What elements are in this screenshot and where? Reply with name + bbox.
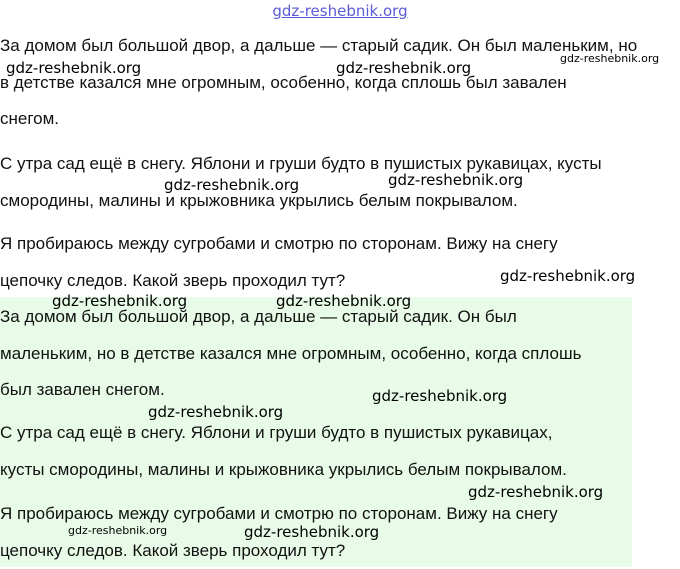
watermark: gdz-reshebnik.org	[500, 267, 635, 285]
watermark: gdz-reshebnik.org	[148, 403, 283, 421]
watermark: gdz-reshebnik.org	[276, 292, 411, 310]
watermark: gdz-reshebnik.org	[372, 387, 507, 405]
text-line: цепочку следов. Какой зверь проходил тут?	[0, 533, 558, 569]
watermark: gdz-reshebnik.org	[468, 483, 603, 501]
watermark: gdz-reshebnik.org	[560, 52, 659, 65]
text-line: кусты смородины, малины и крыжовника укрылись белым покрывалом.	[0, 452, 567, 489]
watermark: gdz-reshebnik.org	[52, 292, 187, 310]
watermark: gdz-reshebnik.org	[336, 59, 471, 77]
text-line: цепочку следов. Какой зверь проходил тут?	[0, 263, 558, 300]
text-line: Я пробираюсь между сугробами и смотрю по сторонам. Вижу на снегу	[0, 496, 558, 533]
text-line: За домом был большой двор, а дальше — старый садик. Он был	[0, 299, 581, 336]
watermark: gdz-reshebnik.org	[388, 171, 523, 189]
original-paragraph-1	[0, 28, 637, 138]
watermark: gdz-reshebnik.org	[68, 524, 167, 537]
text-line: За домом был большой двор, а дальше — старый садик. Он был маленьким, но	[0, 28, 637, 65]
watermark: gdz-reshebnik.org	[244, 523, 379, 541]
watermark: gdz-reshebnik.org	[164, 176, 299, 194]
watermark: gdz-reshebnik.org	[6, 59, 141, 77]
text-line: смородины, малины и крыжовника укрылись белым покрывалом.	[0, 183, 602, 220]
text-line: С утра сад ещё в снегу. Яблони и груши будто в пушистых рукавицах,	[0, 415, 567, 452]
text-line: в детстве казался мне огромным, особенно, когда сплошь был завален	[0, 65, 637, 102]
text-line: маленьким, но в детстве казался мне огромным, особенно, когда сплошь	[0, 336, 581, 373]
text-line: С утра сад ещё в снегу. Яблони и груши будто в пушистых рукавицах, кусты	[0, 146, 602, 183]
rewritten-paragraph-2	[0, 415, 567, 488]
text-line: снегом.	[0, 101, 637, 138]
original-paragraph-3	[0, 226, 558, 299]
text-line: был завален снегом.	[0, 372, 581, 409]
site-header-link[interactable]: gdz-reshebnik.org	[0, 2, 680, 20]
text-line: Я пробираюсь между сугробами и смотрю по сторонам. Вижу на снегу	[0, 226, 558, 263]
